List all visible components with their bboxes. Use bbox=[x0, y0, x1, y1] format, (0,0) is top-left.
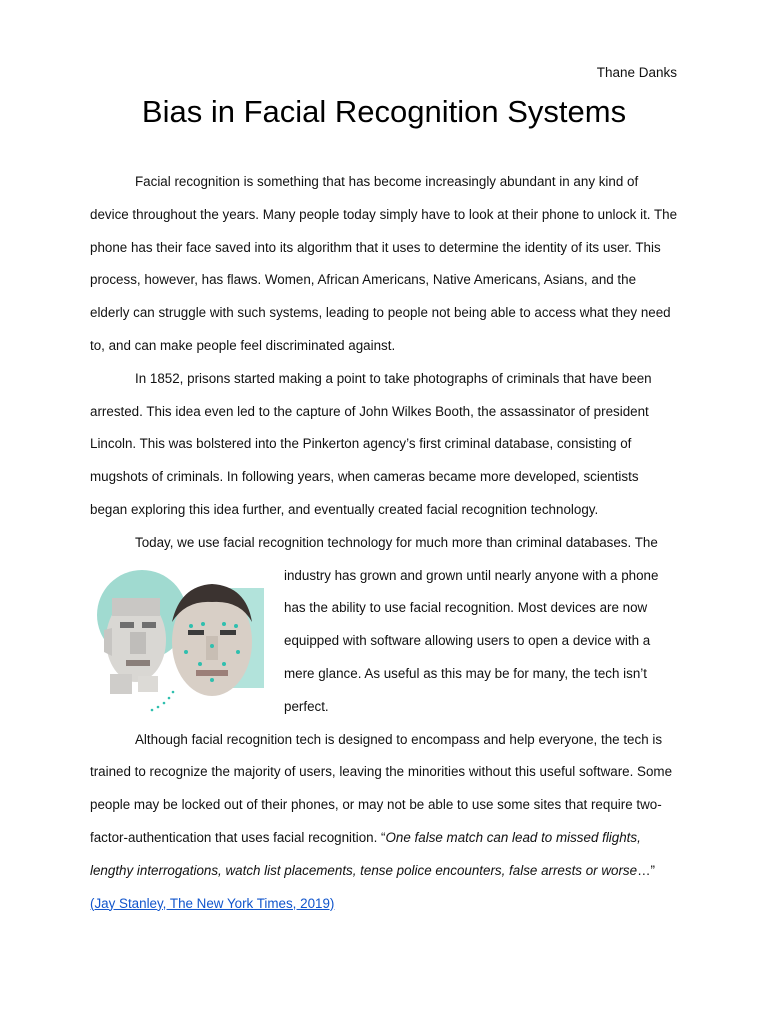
paragraph-3-wrap bbox=[90, 560, 678, 724]
paragraph-4-after: …” bbox=[637, 862, 655, 878]
paragraph-4-quote: One false match can lead to missed flights, lengthy interrogations, watch list placements, tense police encounters, false arrests or worse bbox=[90, 829, 641, 878]
paragraph-3-rest: industry has grown and grown until nearly anyone with a phone has the ability to use facial recognition. Most devices are now equipped with software allowing users to open a device with a mere glance. As useful as this may be for many, the tech isn’t perfect. bbox=[284, 567, 659, 714]
paragraph-1: Facial recognition is something that has become increasingly abundant in any kind of device throughout the years. Many people today simply have to look at their phone to unlock it. The phone has their face saved into its algorithm that it uses to determine the identity of its user. This process, however, has flaws. Women, African Americans, Native Americans, Asians, and the elderly can struggle with such systems, leading to people not being able to access what they need to, and can make people feel discriminated against. bbox=[90, 174, 678, 353]
paragraph-3 bbox=[90, 527, 678, 560]
paragraph-3-lead: Today, we use facial recognition technology for much more than criminal databases. The bbox=[135, 534, 658, 550]
author-name: Thane Danks bbox=[596, 65, 677, 80]
paragraph-4-text: Although facial recognition tech is designed to encompass and help everyone, the tech is trained to recognize the majority of users, leaving the minorities without this useful software. Some people may be locked out of their phones, or may not be able to use some sites that require two-factor-authentication that uses facial recognition. “ bbox=[90, 731, 673, 845]
paragraph-2: In 1852, prisons started making a point to take photographs of criminals that have been arrested. This idea even led to the capture of John Wilkes Booth, the assassinator of president Lincoln. This was bolstered into the Pinkerton agency’s first criminal database, consisting of mugshots of criminals. In following years, when cameras became more developed, scientists began exploring this idea further, and eventually created facial recognition technology. bbox=[90, 370, 652, 517]
document-title: Bias in Facial Recognition Systems bbox=[141, 94, 627, 129]
paragraph-4 bbox=[90, 724, 678, 921]
face-recognition-illustration bbox=[90, 560, 272, 722]
document-body bbox=[90, 166, 678, 920]
citation-link[interactable]: (Jay Stanley, The New York Times, 2019) bbox=[90, 895, 335, 911]
face-illustration-svg bbox=[90, 560, 272, 720]
